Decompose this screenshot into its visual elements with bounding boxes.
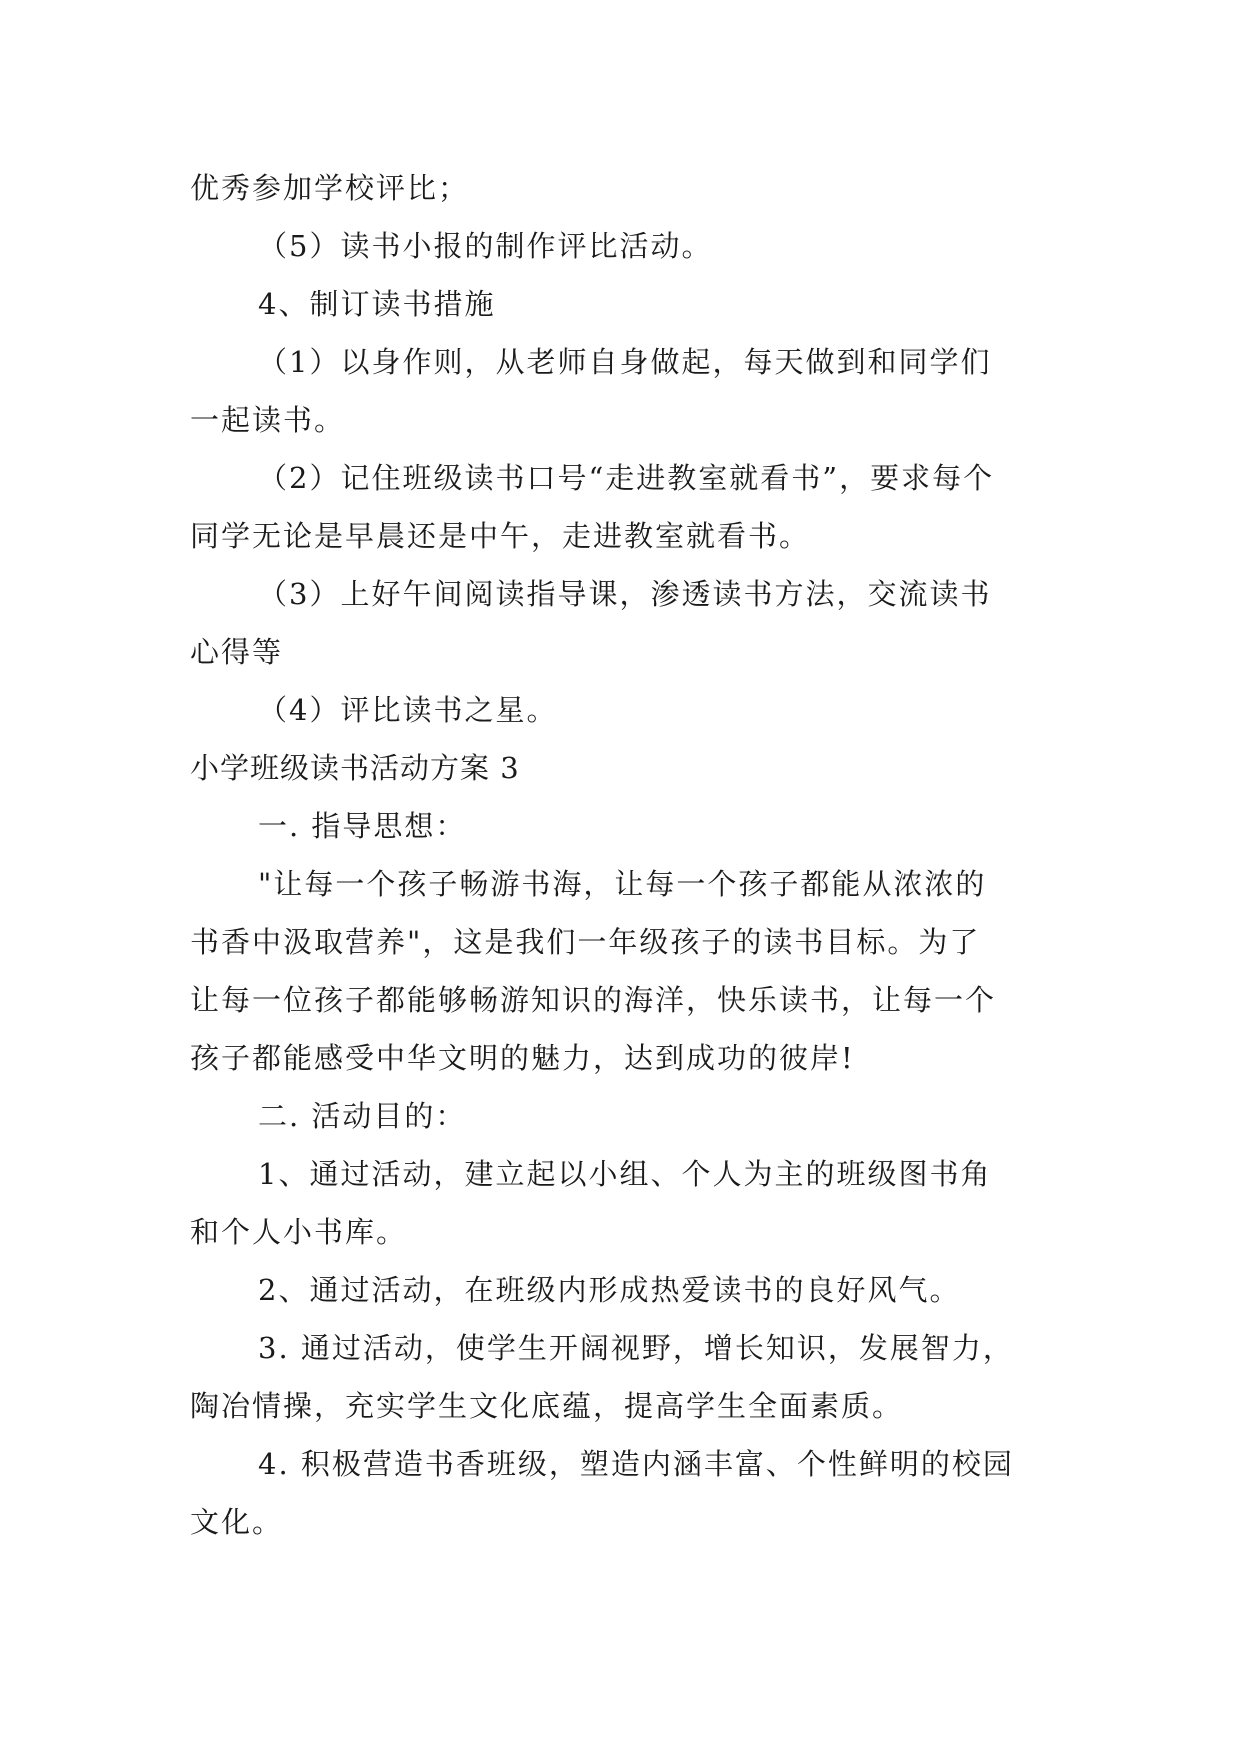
text-line: 孩子都能感受中华文明的魅力，达到成功的彼岸! (190, 1041, 855, 1075)
text-line: （3）上好午间阅读指导课，渗透读书方法，交流读书 (258, 577, 992, 611)
text-line: 陶冶情操，充实学生文化底蕴，提高学生全面素质。 (190, 1389, 904, 1423)
text-line: 心得等 (190, 635, 284, 669)
text-line: 同学无论是早晨还是中午，走进教室就看书。 (190, 519, 811, 553)
text-line: （2）记住班级读书口号“走进教室就看书”，要求每个 (258, 461, 995, 495)
text-line: 4、制订读书措施 (258, 287, 496, 321)
text-line: 和个人小书库。 (190, 1215, 408, 1249)
text-line: 1、通过活动，建立起以小组、个人为主的班级图书角 (258, 1157, 992, 1191)
text-line: 让每一位孩子都能够畅游知识的海洋，快乐读书，让每一个 (190, 983, 997, 1017)
section-heading: 小学班级读书活动方案 3 (190, 751, 520, 785)
text-line: 书香中汲取营养"，这是我们一年级孩子的读书目标。为了 (190, 925, 981, 959)
text-line: 文化。 (190, 1505, 284, 1539)
text-line: 3. 通过活动，使学生开阔视野，增长知识，发展智力， (258, 1331, 1014, 1365)
text-line: 二. 活动目的： (258, 1099, 467, 1133)
text-line: 2、通过活动，在班级内形成热爱读书的良好风气。 (258, 1273, 961, 1307)
text-line: 一. 指导思想： (258, 809, 467, 843)
text-line: 优秀参加学校评比； (190, 171, 470, 205)
text-line: （5）读书小报的制作评比活动。 (258, 229, 713, 263)
text-line: （4）评比读书之星。 (258, 693, 558, 727)
text-line: 一起读书。 (190, 403, 346, 437)
text-line: 4. 积极营造书香班级，塑造内涵丰富、个性鲜明的校园 (258, 1447, 1014, 1481)
text-line: "让每一个孩子畅游书海，让每一个孩子都能从浓浓的 (258, 867, 987, 901)
text-line: （1）以身作则，从老师自身做起，每天做到和同学们 (258, 345, 992, 379)
